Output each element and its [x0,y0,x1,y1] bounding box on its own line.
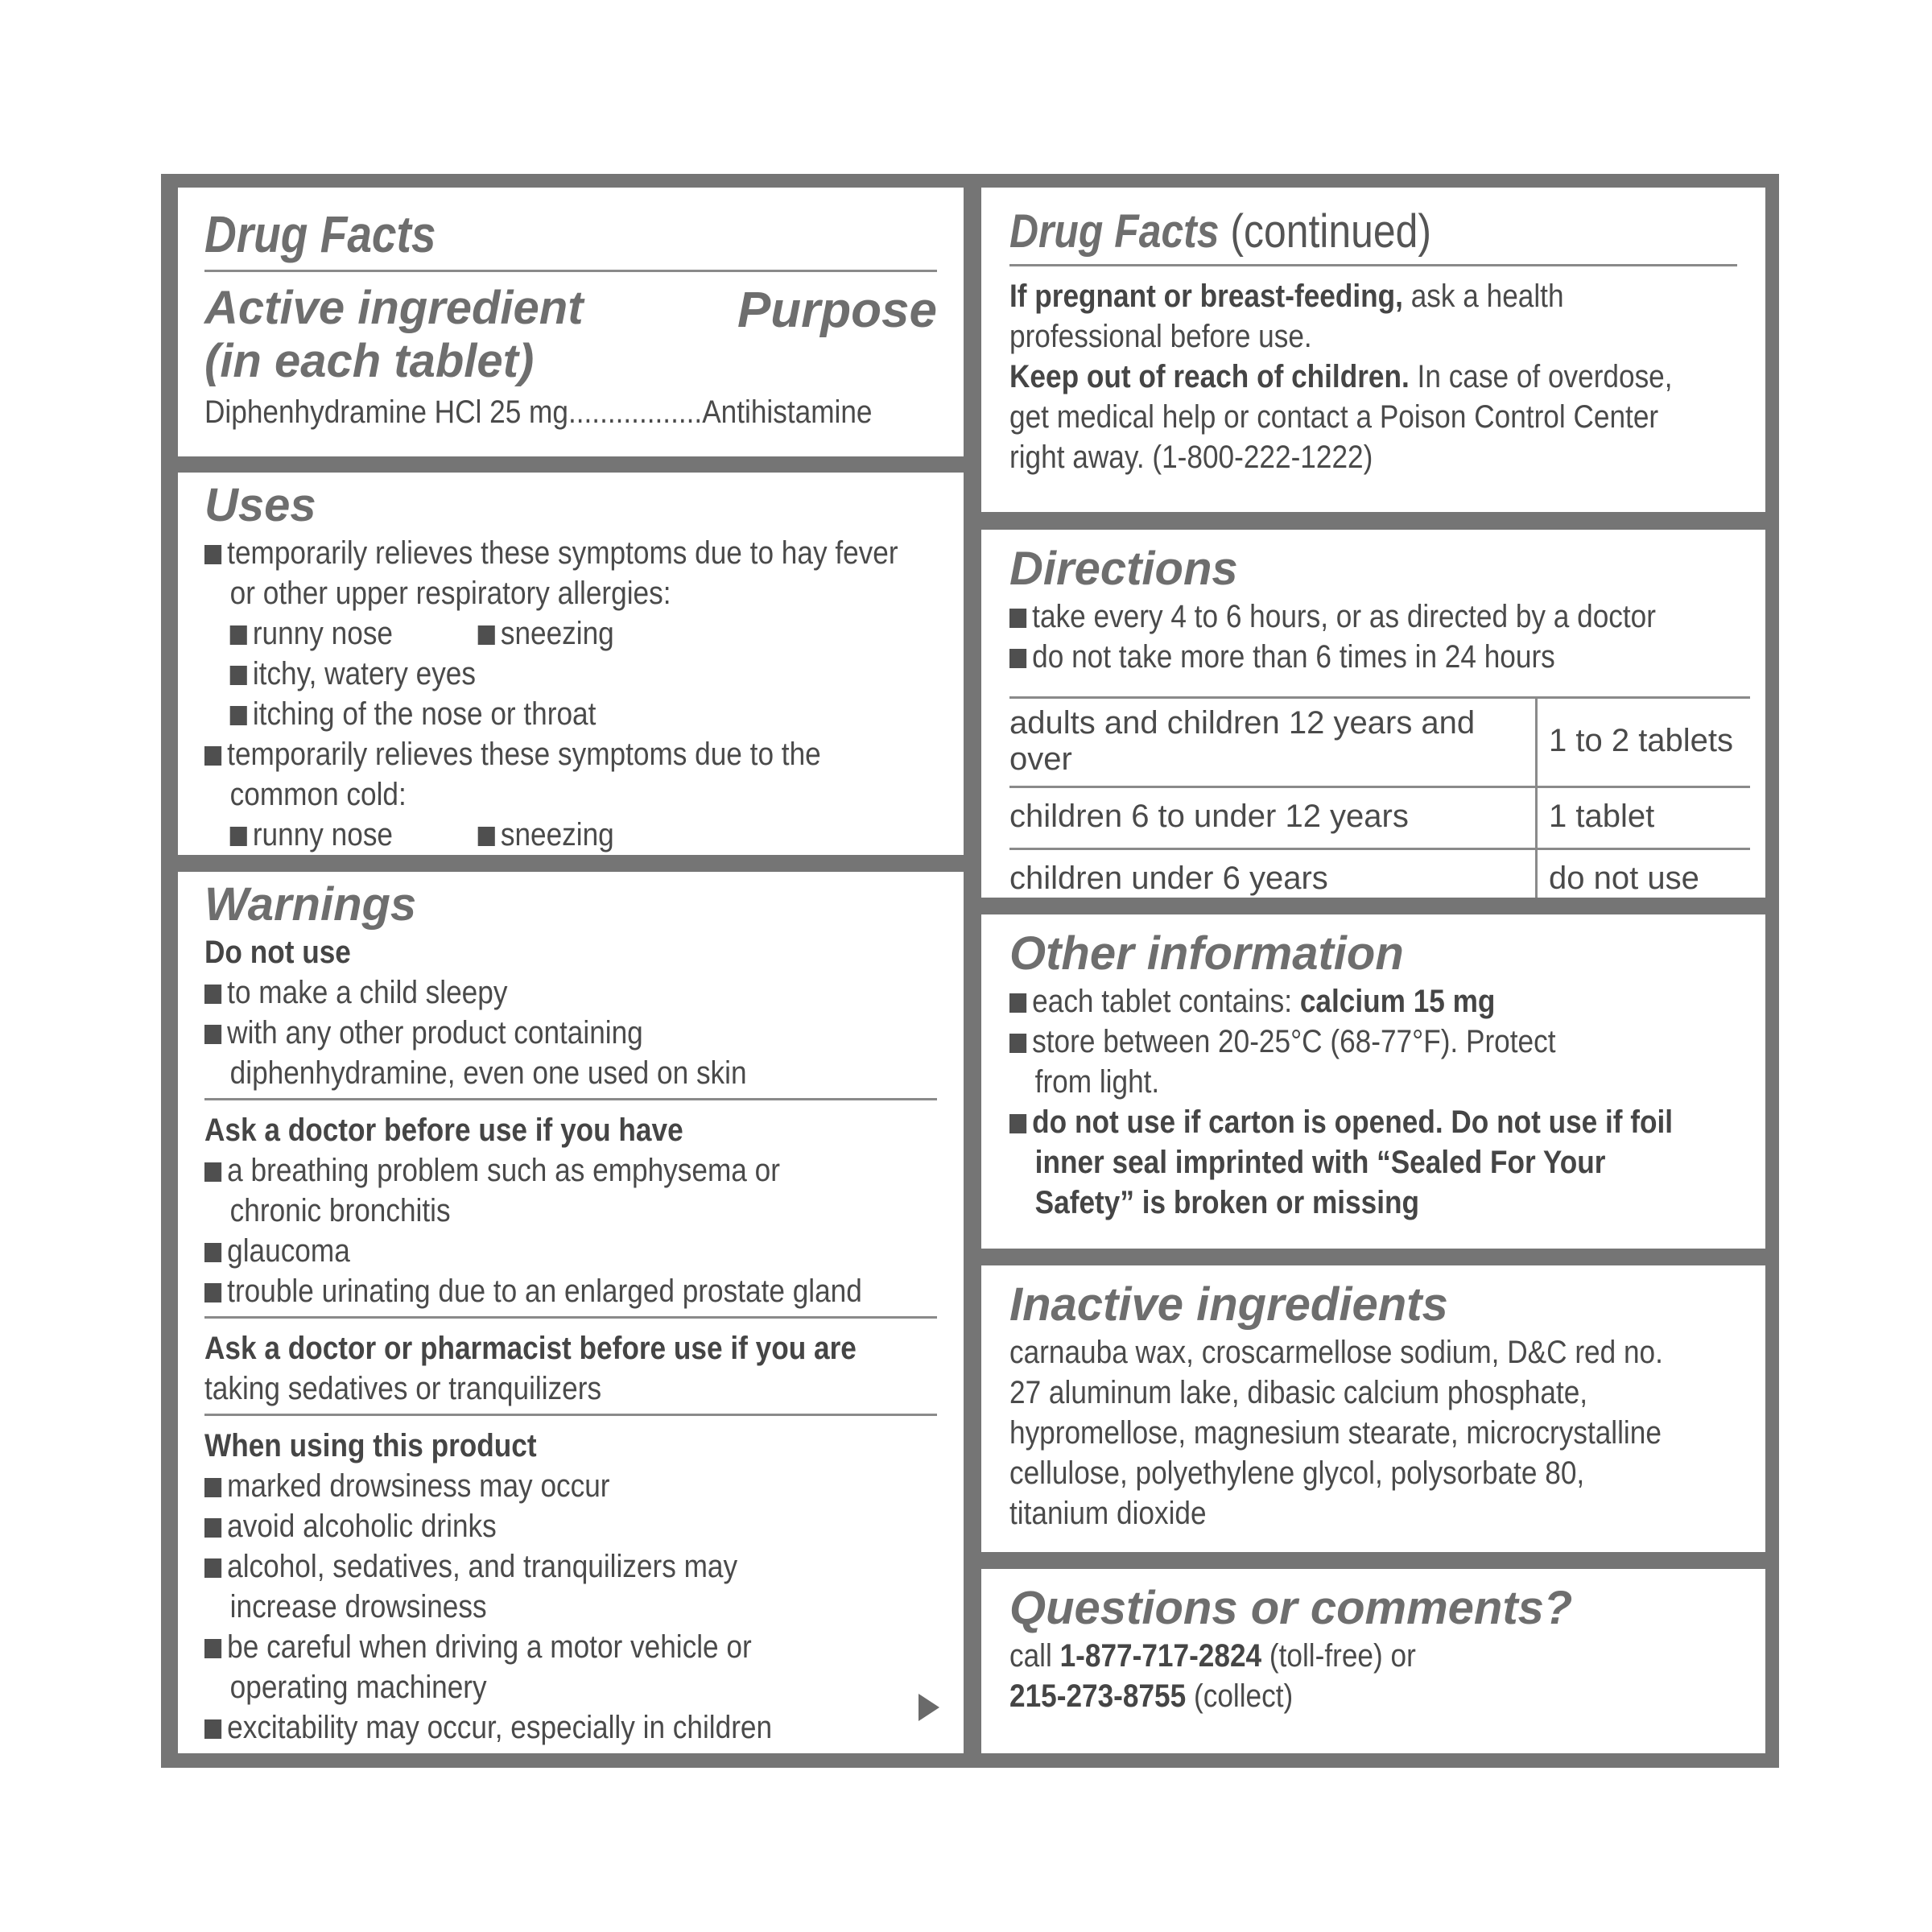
list-item-cont: Safety” is broken or missing [1034,1184,1419,1220]
sub-list-item: itching of the nose or throat [204,694,849,734]
table-row [1009,697,1750,786]
collect-line: 215-273-8755 (collect) [1009,1678,1294,1714]
do-not-use-heading: Do not use [204,934,351,970]
list-item-cont: diphenhydramine, even one used on skin [229,1055,747,1091]
uses-heading: Uses [204,479,316,531]
warnings-heading: Warnings [204,878,417,931]
active-ingredient-heading: Active ingredient [204,281,584,334]
warnings-panel [178,872,964,1753]
questions-panel [981,1569,1765,1753]
bullet-square-icon [204,1518,221,1538]
inactive-line: carnauba wax, croscarmellose sodium, D&C red no. [1009,1334,1663,1370]
bullet-square-icon [204,1478,221,1497]
list-item: glaucoma [204,1231,849,1271]
list-item: temporarily relieves these symptoms due to hay fever [204,533,849,573]
list-item-cont: inner seal imprinted with “Sealed For Your [1034,1144,1606,1180]
age-cell: children under 6 years [1009,848,1537,898]
list-item: take every 4 to 6 hours, or as directed by a doctor [1009,597,1650,637]
bullet-square-icon [230,625,247,645]
continued-arrow-icon [919,1694,939,1721]
other-information-panel [981,914,1765,1249]
divider [204,1414,937,1416]
questions-heading: Questions or comments? [1009,1582,1573,1634]
list-item-cont: operating machinery [229,1669,487,1705]
bullet-square-icon [1009,993,1026,1013]
drug-facts-title: Drug Facts [204,205,436,263]
list-item-cont: increase drowsiness [229,1588,487,1624]
directions-heading: Directions [1009,543,1238,595]
list-item-cont: or other upper respiratory allergies: [229,575,671,611]
divider [204,270,937,272]
collect-phone: 215-273-8755 [1009,1678,1187,1714]
keep-out-warning-cont: right away. (1-800-222-1222) [1009,439,1373,475]
dose-cell: 1 tablet [1537,786,1751,848]
table-row [1009,786,1750,848]
ask-doctor-heading: Ask a doctor before use if you have [204,1112,683,1148]
list-item-cont: common cold: [229,776,407,812]
age-cell: children 6 to under 12 years [1009,786,1537,848]
list-item: alcohol, sedatives, and tranquilizers may [204,1546,849,1587]
toll-free-line: call 1-877-717-2824 (toll-free) or [1009,1637,1416,1674]
inactive-line: cellulose, polyethylene glycol, polysorbate 80, [1009,1455,1585,1491]
drug-facts-continued-title: Drug Facts (continued) [1009,205,1431,258]
inactive-line: hypromellose, magnesium stearate, microcrystalline [1009,1414,1662,1451]
bullet-square-icon [204,1162,221,1182]
list-item: trouble urinating due to an enlarged prostate gland [204,1271,849,1311]
sub-list-row: runny nose sneezing [204,613,849,654]
active-ingredient-panel [178,188,964,456]
list-item-cont: from light. [1034,1063,1160,1100]
bullet-square-icon [204,1558,221,1578]
keep-out-warning: Keep out of reach of children. In case of overdose, [1009,358,1673,394]
list-item: store between 20-25°C (68-77°F). Protect [1009,1022,1650,1062]
table-row [1009,848,1750,898]
ask-pharmacist-heading: Ask a doctor or pharmacist before use if you are [204,1330,857,1366]
dosage-table [1009,696,1750,898]
sub-list-item: itchy, watery eyes [204,654,849,694]
list-item: a breathing problem such as emphysema or [204,1150,849,1191]
bullet-square-icon [204,1025,221,1044]
inactive-ingredients-heading: Inactive ingredients [1009,1278,1448,1331]
ingredient-line: Diphenhydramine HCl 25 mg.................Antihistamine [204,394,873,430]
list-item: temporarily relieves these symptoms due to the [204,734,849,774]
inactive-ingredients-panel [981,1265,1765,1552]
continued-panel [981,188,1765,512]
directions-panel [981,530,1765,898]
toll-free-phone: 1-877-717-2824 [1059,1637,1262,1674]
ask-pharmacist-text: taking sedatives or tranquilizers [204,1370,602,1406]
inactive-line: titanium dioxide [1009,1495,1207,1531]
bullet-square-icon [204,1283,221,1302]
pregnancy-warning-cont: professional before use. [1009,318,1312,354]
list-item: each tablet contains: calcium 15 mg [1009,981,1650,1022]
list-item: do not take more than 6 times in 24 hours [1009,637,1650,677]
bullet-square-icon [478,625,495,645]
bullet-square-icon [1009,1034,1026,1053]
bullet-square-icon [1009,1114,1026,1133]
list-item: avoid alcoholic drinks [204,1506,849,1546]
list-item: marked drowsiness may occur [204,1466,849,1506]
dose-cell: 1 to 2 tablets [1537,697,1751,786]
bullet-square-icon [230,827,247,846]
list-item-cont: chronic bronchitis [229,1192,451,1228]
list-item: to make a child sleepy [204,972,849,1013]
inactive-line: 27 aluminum lake, dibasic calcium phosphate, [1009,1374,1588,1410]
bullet-square-icon [204,545,221,564]
list-item: excitability may occur, especially in children [204,1707,849,1748]
divider [204,1098,937,1100]
sub-list-row: runny nose sneezing [204,815,849,855]
pregnancy-warning: If pregnant or breast-feeding, ask a health [1009,278,1564,314]
list-item: do not use if carton is opened. Do not use if foil [1009,1102,1650,1142]
bullet-square-icon [1009,609,1026,628]
divider [1009,264,1737,266]
when-using-heading: When using this product [204,1427,537,1463]
active-ingredient-subheading: (in each tablet) [204,335,535,388]
bullet-square-icon [230,706,247,725]
list-item: with any other product containing [204,1013,849,1053]
divider [204,1316,937,1319]
bullet-square-icon [478,827,495,846]
dose-cell: do not use [1537,848,1751,898]
purpose-heading: Purpose [737,282,937,338]
other-information-heading: Other information [1009,927,1404,980]
uses-panel [178,473,964,855]
list-item: be careful when driving a motor vehicle or [204,1627,849,1667]
age-cell: adults and children 12 years and over [1009,697,1537,786]
keep-out-warning-cont: get medical help or contact a Poison Control Center [1009,398,1659,435]
bullet-square-icon [204,1719,221,1739]
bullet-square-icon [204,1639,221,1658]
bullet-square-icon [230,666,247,685]
bullet-square-icon [204,985,221,1004]
bullet-square-icon [204,746,221,766]
bullet-square-icon [1009,649,1026,668]
bullet-square-icon [204,1243,221,1262]
